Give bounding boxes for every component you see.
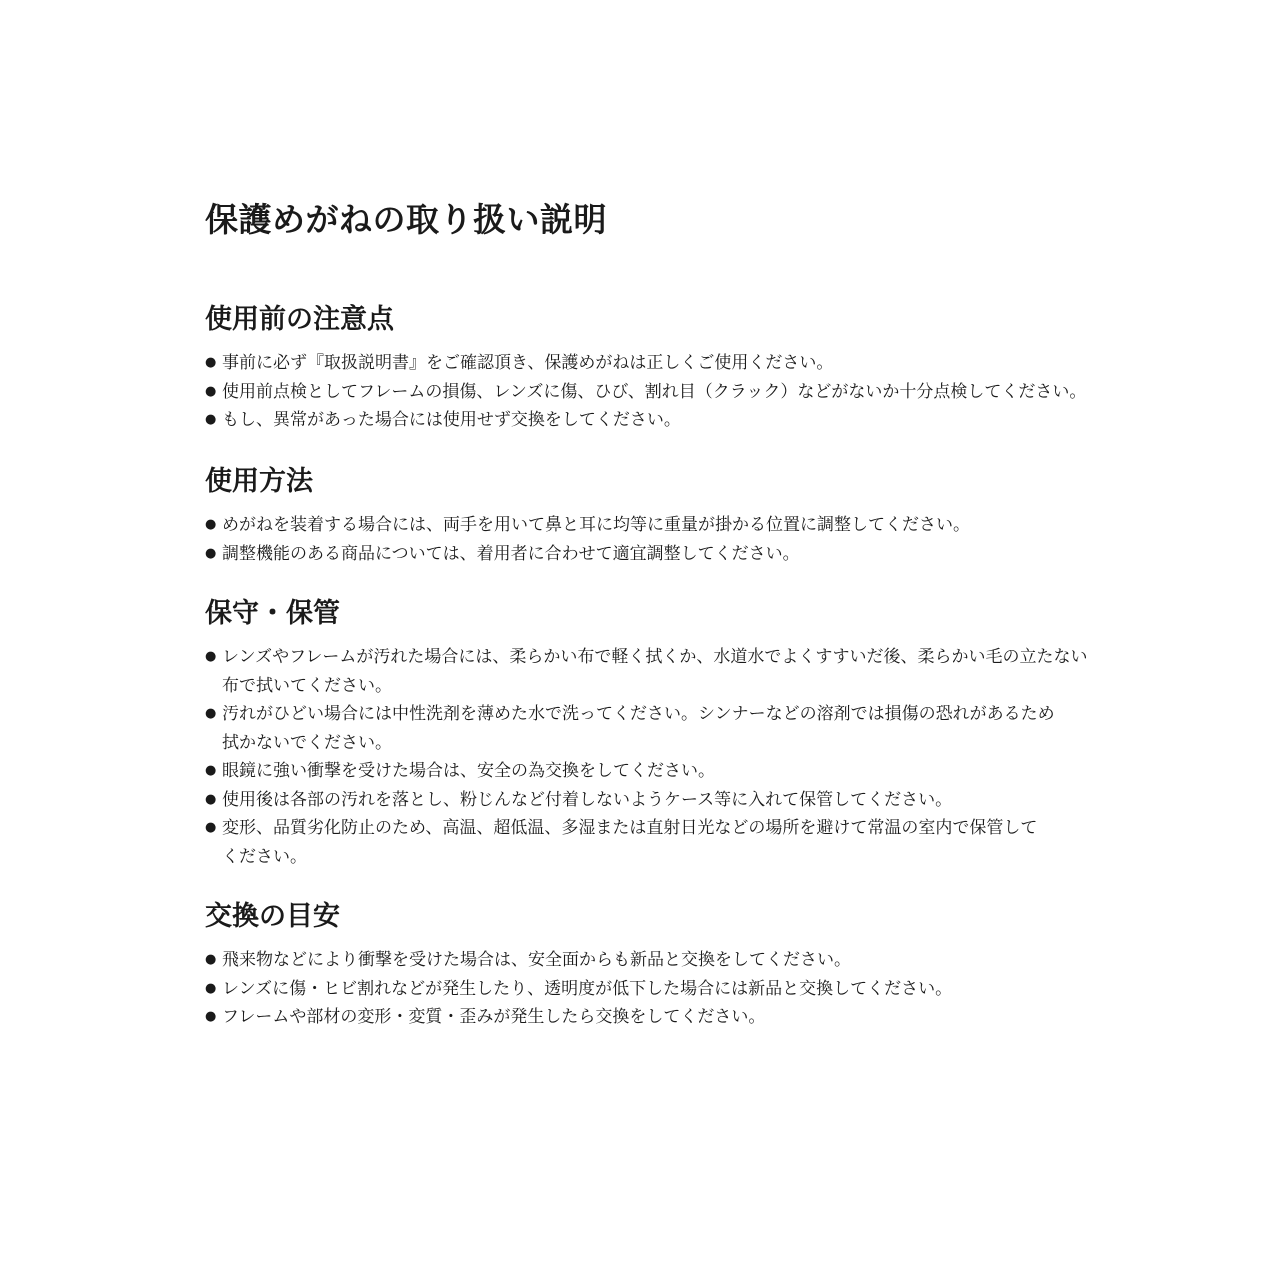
list-item-line: 変形、品質劣化防止のため、高温、超低温、多湿または直射日光などの場所を避けて常温の室内で保管して xyxy=(222,818,1038,838)
section-heading: 使用前の注意点 xyxy=(205,304,394,335)
list-item-line: めがねを装着する場合には、両手を用いて鼻と耳に均等に重量が掛かる位置に調整してください。 xyxy=(222,515,970,535)
list-item-line: 汚れがひどい場合には中性洗剤を薄めた水で洗ってください。シンナーなどの溶剤では損傷の恐れがあるため xyxy=(222,704,1055,724)
bullet-dot-icon: ● xyxy=(205,952,217,967)
list-item-line: 布で拭いてください。 xyxy=(222,675,392,696)
bullet-dot-icon: ● xyxy=(205,1009,217,1024)
list-item-line: 拭かないでください。 xyxy=(222,732,392,753)
section-heading: 使用方法 xyxy=(205,466,313,497)
list-item xyxy=(205,946,1205,975)
bullet-dot-icon: ● xyxy=(205,980,217,996)
list-item xyxy=(205,757,1205,786)
list-item-line: 事前に必ず『取扱説明書』をご確認頂き、保護めがねは正しくご使用ください。 xyxy=(222,353,834,373)
list-item-text xyxy=(222,378,1112,407)
list-item-text xyxy=(222,643,1112,700)
list-item-text xyxy=(222,757,1112,786)
bullet-list xyxy=(205,349,1205,435)
list-item-text xyxy=(222,786,1112,815)
list-item-text xyxy=(222,540,1112,569)
list-item-line: 使用後は各部の汚れを落とし、粉じんなど付着しないようケース等に入れて保管してください。 xyxy=(222,789,953,810)
list-item-line: フレームや部材の変形・変質・歪みが発生したら交換をしてください。 xyxy=(222,1007,766,1027)
bullet-list xyxy=(205,946,1205,1032)
list-item-text xyxy=(222,406,1112,435)
list-item xyxy=(205,814,1205,871)
section-how-to-use xyxy=(205,462,1205,568)
bullet-dot-icon: ● xyxy=(205,517,217,532)
list-item-line: レンズやフレームが汚れた場合には、柔らかい布で軽く拭くか、水道水でよくすすいだ後、柔らかい毛の立たない xyxy=(222,647,1088,667)
section-replacement-guideline xyxy=(205,897,1205,1032)
list-item-line: 使用前点検としてフレームの損傷、レンズに傷、ひび、割れ目（クラック）などがないか十分点検してください。 xyxy=(222,381,1087,402)
bullet-dot-icon: ● xyxy=(205,763,217,778)
bullet-dot-icon: ● xyxy=(205,820,217,835)
list-item-text xyxy=(222,814,1112,871)
section-heading: 保守・保管 xyxy=(205,598,340,629)
list-item-text xyxy=(222,1003,1112,1032)
bullet-dot-icon: ● xyxy=(205,545,217,561)
bullet-dot-icon: ● xyxy=(205,706,217,721)
list-item-line: 飛来物などにより衝撃を受けた場合は、安全面からも新品と交換をしてください。 xyxy=(222,950,851,970)
list-item-text xyxy=(222,700,1112,757)
list-item xyxy=(205,786,1205,815)
bullet-dot-icon: ● xyxy=(205,355,217,370)
list-item-line: もし、異常があった場合には使用せず交換をしてください。 xyxy=(222,410,681,430)
list-item-text xyxy=(222,946,1112,975)
list-item-line: レンズに傷・ヒビ割れなどが発生したり、透明度が低下した場合には新品と交換してください。 xyxy=(222,978,953,999)
list-item xyxy=(205,1003,1205,1032)
bullet-list xyxy=(205,511,1205,568)
bullet-dot-icon: ● xyxy=(205,412,217,427)
list-item xyxy=(205,349,1205,378)
list-item xyxy=(205,700,1205,757)
list-item xyxy=(205,643,1205,700)
list-item xyxy=(205,975,1205,1004)
document-title: 保護めがねの取り扱い説明 xyxy=(205,200,607,239)
list-item-line: 眼鏡に強い衝撃を受けた場合は、安全の為交換をしてください。 xyxy=(222,761,715,781)
bullet-dot-icon: ● xyxy=(205,383,217,399)
list-item-text xyxy=(222,511,1112,540)
list-item-text xyxy=(222,349,1112,378)
bullet-dot-icon: ● xyxy=(205,791,217,807)
list-item-text xyxy=(222,975,1112,1004)
section-precautions-before-use xyxy=(205,300,1205,435)
list-item-line: ください。 xyxy=(222,846,307,867)
section-heading: 交換の目安 xyxy=(205,901,340,932)
list-item xyxy=(205,378,1205,407)
bullet-dot-icon: ● xyxy=(205,649,217,664)
list-item xyxy=(205,540,1205,569)
list-item xyxy=(205,511,1205,540)
section-maintenance-storage xyxy=(205,594,1205,871)
list-item-line: 調整機能のある商品については、着用者に合わせて適宜調整してください。 xyxy=(222,543,800,564)
list-item xyxy=(205,406,1205,435)
bullet-list xyxy=(205,643,1205,871)
